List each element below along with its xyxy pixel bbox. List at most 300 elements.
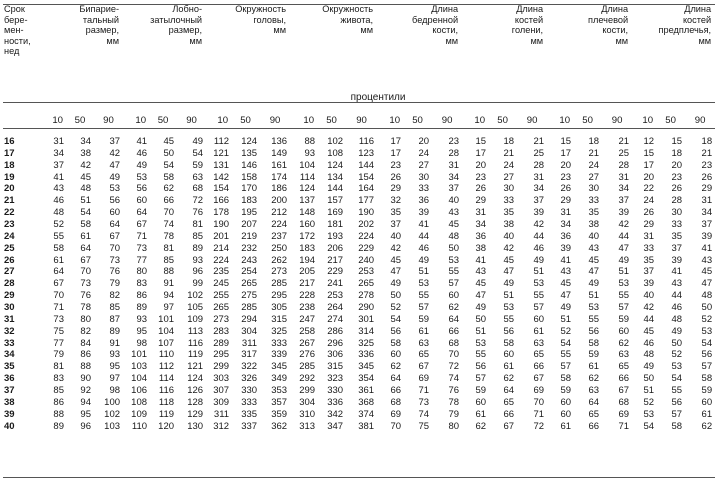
value-cell: 42 [80,159,91,171]
value-cell: 45 [503,254,515,266]
value-cell: 347 [327,420,344,432]
value-cell: 304 [299,396,316,408]
value-cell: 56 [475,361,487,373]
value-cell: 54 [390,313,402,325]
value-cell: 29 [560,195,572,207]
value-cell: 96 [192,266,204,278]
value-cell: 55 [533,290,545,302]
value-cell: 254 [241,266,258,278]
value-cell: 81 [163,242,175,254]
value-cell: 24 [503,159,515,171]
column-header-line: тальный [82,14,120,25]
value-cell: 59 [618,313,630,325]
value-cell: 53 [503,302,515,314]
value-cell: 142 [213,171,230,183]
value-cell: 240 [358,254,375,266]
value-cell: 289 [213,337,230,349]
value-cell: 76 [448,385,460,397]
value-cell: 70 [448,349,460,361]
value-cell: 40 [643,290,655,302]
value-cell: 31 [701,195,713,207]
value-cell: 224 [358,230,375,242]
value-cell: 178 [213,207,230,219]
value-cell: 37 [533,195,545,207]
value-cell: 41 [475,254,487,266]
value-cell: 59 [475,385,487,397]
value-cell: 86 [136,290,148,302]
value-cell: 41 [53,171,64,183]
value-cell: 70 [53,290,64,302]
value-cell: 91 [109,337,121,349]
value-cell: 253 [327,290,344,302]
value-cell: 195 [241,207,258,219]
value-cell: 50 [701,302,713,314]
table-row [3,361,715,373]
value-cell: 353 [271,385,288,397]
value-cell: 33 [503,195,515,207]
value-cell: 54 [560,337,572,349]
column-header-line: мм [698,35,712,46]
value-cell: 374 [358,408,375,420]
value-cell: 37 [643,266,655,278]
value-cell: 313 [299,420,316,432]
value-cell: 304 [241,325,258,337]
value-cell: 63 [588,385,600,397]
percentile-label: 10 [52,114,63,126]
value-cell: 60 [533,313,545,325]
value-cell: 72 [533,420,545,432]
value-cell: 183 [299,242,316,254]
value-cell: 45 [390,254,402,266]
value-cell: 66 [503,408,515,420]
value-cell: 60 [109,207,121,219]
header-fronto-occipital [123,4,206,76]
value-cell: 26 [643,207,655,219]
value-cell: 109 [187,313,204,325]
column-header-line: Длина [684,4,712,14]
value-cell: 43 [475,266,487,278]
value-cell: 98 [109,385,121,397]
value-cell: 39 [671,254,683,266]
column-header-line: Длина [431,4,459,14]
value-cell: 61 [533,325,545,337]
value-cell: 82 [80,325,91,337]
value-cell: 309 [213,396,230,408]
value-cell: 292 [299,373,316,385]
value-cell: 258 [299,325,316,337]
percentile-label: 10 [474,114,486,126]
value-cell: 56 [671,396,683,408]
value-cell: 45 [475,278,487,290]
percentile-label: 50 [157,114,169,126]
value-cell: 17 [475,147,487,159]
value-cell: 80 [136,266,148,278]
value-cell: 27 [588,171,600,183]
value-cell: 30 [588,183,600,195]
value-cell: 22 [643,183,655,195]
value-cell: 34 [53,147,64,159]
value-cell: 42 [643,302,655,314]
value-cell: 169 [327,207,344,219]
value-cell: 255 [213,290,230,302]
value-cell: 31 [448,159,460,171]
value-cell: 295 [271,290,288,302]
value-cell: 57 [448,278,460,290]
column-header-line: голени, [511,25,544,36]
value-cell: 124 [187,373,204,385]
value-cell: 85 [53,385,64,397]
value-cell: 50 [163,147,175,159]
value-cell: 23 [560,171,572,183]
value-cell: 37 [109,136,121,147]
value-cell: 65 [618,361,630,373]
value-cell: 60 [475,396,487,408]
value-cell: 160 [299,219,316,231]
value-cell: 274 [327,313,344,325]
value-cell: 273 [271,266,288,278]
value-cell: 228 [299,290,316,302]
week-cell: 29 [4,290,15,302]
value-cell: 95 [136,325,148,337]
value-cell: 50 [671,337,683,349]
table-row [3,255,715,267]
value-cell: 148 [299,207,316,219]
value-cell: 301 [358,313,375,325]
value-cell: 30 [671,207,683,219]
value-cell: 54 [643,420,655,432]
value-cell: 342 [327,408,344,420]
column-header-line: живота, [340,14,374,25]
value-cell: 74 [418,408,430,420]
value-cell: 108 [131,396,148,408]
value-cell: 62 [503,373,515,385]
value-cell: 359 [271,408,288,420]
value-cell: 23 [448,136,460,147]
week-cell: 17 [4,147,15,159]
value-cell: 54 [671,373,683,385]
value-cell: 124 [241,136,258,147]
value-cell: 130 [187,420,204,432]
value-cell: 65 [418,349,430,361]
value-cell: 74 [163,219,175,231]
value-cell: 265 [213,302,230,314]
value-cell: 42 [503,242,515,254]
value-cell: 62 [475,420,487,432]
value-cell: 88 [53,408,64,420]
value-cell: 83 [53,373,64,385]
value-cell: 51 [418,266,430,278]
value-cell: 51 [475,325,487,337]
value-cell: 361 [358,385,375,397]
value-cell: 66 [588,420,600,432]
table-row [3,131,715,148]
percentile-title-rule [3,102,715,103]
value-cell: 35 [503,207,515,219]
value-cell: 114 [158,373,175,385]
value-cell: 157 [327,195,344,207]
value-cell: 63 [418,337,430,349]
percentile-label: 50 [412,114,423,126]
value-cell: 70 [163,207,175,219]
value-cell: 190 [358,207,375,219]
value-cell: 60 [503,349,515,361]
value-cell: 93 [192,254,204,266]
value-cell: 183 [241,195,258,207]
value-cell: 58 [390,337,402,349]
value-cell: 64 [109,219,121,231]
value-cell: 71 [418,385,430,397]
value-cell: 52 [701,313,713,325]
value-cell: 39 [643,278,655,290]
value-cell: 49 [503,278,515,290]
value-cell: 46 [53,195,64,207]
value-cell: 99 [192,278,204,290]
value-cell: 56 [136,183,148,195]
value-cell: 34 [560,219,572,231]
week-cell: 22 [4,207,15,219]
value-cell: 54 [80,207,91,219]
value-cell: 69 [618,408,630,420]
value-cell: 68 [192,183,204,195]
value-cell: 299 [299,385,316,397]
value-cell: 21 [701,147,713,159]
value-cell: 247 [299,313,316,325]
value-cell: 110 [131,420,148,432]
value-cell: 112 [213,136,230,147]
table-row [3,266,715,278]
value-cell: 63 [533,337,545,349]
value-cell: 42 [390,242,402,254]
value-cell: 55 [503,313,515,325]
value-cell: 40 [448,195,460,207]
value-cell: 55 [475,349,487,361]
value-cell: 90 [80,373,91,385]
column-header-line: размер, [85,25,120,36]
value-cell: 53 [533,278,545,290]
value-cell: 164 [358,183,375,195]
value-cell: 67 [53,278,64,290]
value-cell: 53 [475,337,487,349]
value-cell: 104 [158,325,175,337]
value-cell: 46 [418,242,430,254]
value-cell: 106 [131,385,148,397]
week-header-line: ности, [4,35,31,46]
table-row [3,385,715,397]
value-cell: 48 [448,230,460,242]
value-cell: 93 [136,313,148,325]
value-cell: 31 [475,207,487,219]
value-cell: 326 [241,373,258,385]
week-cell: 34 [4,349,15,361]
value-cell: 97 [109,373,121,385]
value-cell: 93 [109,349,121,361]
value-cell: 273 [213,313,230,325]
value-cell: 349 [271,373,288,385]
value-cell: 32 [390,195,402,207]
value-cell: 131 [213,159,230,171]
value-cell: 56 [588,325,600,337]
value-cell: 47 [475,290,487,302]
value-cell: 118 [158,396,175,408]
week-cell: 26 [4,254,15,266]
value-cell: 285 [271,278,288,290]
value-cell: 286 [327,325,344,337]
value-cell: 73 [53,313,64,325]
value-cell: 166 [213,195,230,207]
value-cell: 124 [327,159,344,171]
value-cell: 41 [701,242,713,254]
value-cell: 362 [271,420,288,432]
value-cell: 39 [618,207,630,219]
value-cell: 201 [213,230,230,242]
value-cell: 96 [80,420,91,432]
value-cell: 333 [271,337,288,349]
value-cell: 46 [643,337,655,349]
value-cell: 27 [418,159,430,171]
value-cell: 15 [643,147,655,159]
value-cell: 62 [448,302,460,314]
value-cell: 174 [271,171,288,183]
value-cell: 37 [53,159,64,171]
value-cell: 265 [241,278,258,290]
value-cell: 303 [213,373,230,385]
table-row [3,207,715,219]
value-cell: 80 [80,313,91,325]
value-cell: 60 [560,396,572,408]
column-header-line: мм [530,35,544,46]
value-cell: 104 [131,373,148,385]
value-cell: 35 [390,207,402,219]
value-cell: 92 [80,385,91,397]
value-cell: 41 [560,254,572,266]
value-cell: 48 [671,313,683,325]
value-cell: 177 [358,195,375,207]
value-cell: 66 [390,385,402,397]
value-cell: 102 [327,136,344,147]
value-cell: 214 [213,242,230,254]
value-cell: 89 [136,302,148,314]
value-cell: 48 [643,349,655,361]
value-cell: 46 [533,242,545,254]
value-cell: 253 [358,266,375,278]
value-cell: 59 [418,313,430,325]
value-cell: 67 [533,373,545,385]
column-header-line: костей [514,14,544,25]
value-cell: 41 [671,266,683,278]
value-cell: 47 [588,266,600,278]
week-header-line: Срок [4,4,25,14]
value-cell: 311 [241,337,258,349]
value-cell: 144 [358,159,375,171]
value-cell: 103 [104,420,121,432]
value-cell: 49 [418,254,430,266]
value-cell: 36 [560,230,572,242]
value-cell: 26 [390,171,402,183]
value-cell: 186 [271,183,288,195]
percentile-label: 50 [74,114,86,126]
value-cell: 29 [701,183,713,195]
column-header-line: бедренной [412,14,459,25]
value-cell: 62 [618,337,630,349]
value-cell: 312 [213,420,230,432]
column-header-line: Длина [516,4,544,14]
value-cell: 53 [643,408,655,420]
value-cell: 85 [192,230,204,242]
value-cell: 18 [701,136,713,147]
value-cell: 21 [503,147,515,159]
value-cell: 60 [390,349,402,361]
week-cell: 20 [4,183,15,195]
value-cell: 20 [643,171,655,183]
week-cell: 19 [4,171,15,183]
value-cell: 116 [358,136,375,147]
week-cell: 33 [4,337,15,349]
value-cell: 17 [390,147,402,159]
value-cell: 40 [390,230,402,242]
value-cell: 57 [475,373,487,385]
value-cell: 56 [503,325,515,337]
percentile-label: 90 [269,114,281,126]
header-abdominal-circumference [290,4,377,76]
table-row [3,160,715,172]
value-cell: 314 [358,325,375,337]
value-cell: 43 [588,242,600,254]
value-cell: 66 [448,325,460,337]
value-cell: 36 [475,230,487,242]
value-cell: 31 [533,171,545,183]
value-cell: 108 [327,147,344,159]
value-cell: 59 [701,385,713,397]
value-cell: 307 [213,385,230,397]
value-cell: 49 [560,302,572,314]
percentile-label: 90 [526,114,538,126]
value-cell: 51 [560,313,572,325]
column-header-line: Бипарие- [79,4,120,14]
table-row [3,219,715,231]
value-cell: 315 [271,313,288,325]
value-cell: 35 [671,230,683,242]
value-cell: 119 [187,349,204,361]
value-cell: 15 [560,136,572,147]
percentile-title: процентили [350,92,406,103]
value-cell: 23 [671,171,683,183]
week-cell: 28 [4,278,15,290]
value-cell: 97 [163,302,175,314]
value-cell: 45 [560,278,572,290]
value-cell: 285 [241,302,258,314]
value-cell: 101 [131,349,148,361]
value-cell: 120 [158,420,175,432]
value-cell: 62 [390,361,402,373]
value-cell: 322 [241,361,258,373]
value-cell: 26 [475,183,487,195]
value-cell: 34 [618,183,630,195]
value-cell: 34 [475,219,487,231]
value-cell: 112 [158,361,175,373]
value-cell: 44 [643,313,655,325]
value-cell: 43 [701,254,713,266]
week-column-header [3,4,41,76]
percentile-label: 90 [103,114,114,126]
value-cell: 126 [187,385,204,397]
value-cell: 110 [158,349,175,361]
value-cell: 41 [136,136,148,147]
value-cell: 35 [588,207,600,219]
table-row [3,231,715,243]
value-cell: 67 [80,254,91,266]
value-cell: 45 [701,266,713,278]
table-row [3,314,715,326]
